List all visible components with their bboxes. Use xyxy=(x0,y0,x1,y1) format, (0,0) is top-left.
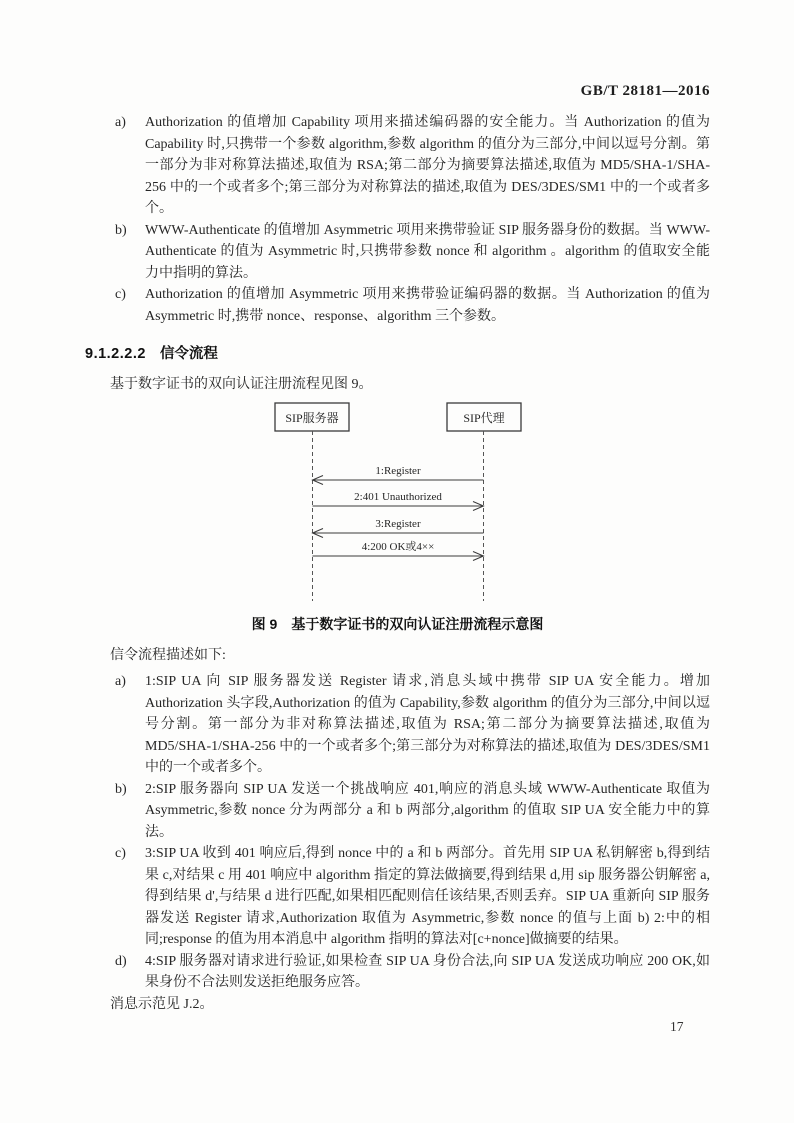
flow-description-list xyxy=(85,671,710,994)
capability-list xyxy=(85,112,710,327)
list-item-text: Authorization 的值增加 Asymmetric 项用来携带验证编码器的数据。当 Authorization 的值为 Asymmetric 时,携带 nonce、response、algorithm 三个参数。 xyxy=(145,287,710,324)
list-item-text: 4:SIP 服务器对请求进行验证,如果检查 SIP UA 身份合法,向 SIP UA 发送成功响应 200 OK,如果身份不合法则发送拒绝服务应答。 xyxy=(145,953,710,990)
list-item xyxy=(85,951,710,994)
doc-number: GB/T 28181—2016 xyxy=(580,83,710,99)
message-arrow-4 xyxy=(313,540,484,561)
intro-paragraph: 基于数字证书的双向认证注册流程见图 9。 xyxy=(110,377,373,392)
figure-caption: 图 9 基于数字证书的双向认证注册流程示意图 xyxy=(251,615,544,632)
list-item-text: WWW-Authenticate 的值增加 Asymmetric 项用来携带验证 SIP 服务器身份的数据。当 WWW-Authenticate 的值为 Asymmetric 时,只携带参数 nonce 和 algorithm 。algorithm 的值取安全能力中指明的算法。 xyxy=(145,222,710,281)
list-item-label: c) xyxy=(115,287,126,302)
section-heading xyxy=(85,342,710,363)
message-label: 2:401 Unauthorized xyxy=(354,490,442,503)
list-item xyxy=(85,284,710,327)
message-label: 4:200 OK或4×× xyxy=(361,540,435,553)
list-item-text: 2:SIP 服务器向 SIP UA 发送一个挑战响应 401,响应的消息头域 WWW-Authenticate 取值为 Asymmetric,参数 nonce 分为两部分 a 和 b 两部分,algorithm 的值取 SIP UA 安全能力中的算法。 xyxy=(145,781,710,840)
list-item-label: a) xyxy=(115,115,126,130)
page-content xyxy=(85,112,710,1020)
list-item-label: d) xyxy=(115,953,127,969)
list-item xyxy=(85,779,710,844)
list-item-label: c) xyxy=(115,846,126,861)
message-arrow-2 xyxy=(313,491,484,511)
flow-intro-paragraph: 信令流程描述如下: xyxy=(110,647,226,663)
sequence-diagram xyxy=(85,401,710,605)
message-label: 1:Register xyxy=(375,464,421,477)
message-arrow-1 xyxy=(313,465,484,485)
section-title: 信令流程 xyxy=(159,346,218,362)
page-number: 17 xyxy=(670,1019,684,1034)
list-item-label: b) xyxy=(115,222,127,238)
message-arrow-3 xyxy=(313,518,484,538)
actor-label-sip-proxy: SIP代理 xyxy=(463,410,505,425)
list-item-label: b) xyxy=(115,781,127,797)
section-number: 9.1.2.2.2 xyxy=(85,346,146,362)
message-label: 3:Register xyxy=(375,517,421,530)
list-item xyxy=(85,671,710,779)
actor-label-sip-server: SIP服务器 xyxy=(285,410,339,425)
closing-paragraph: 消息示范见 J.2。 xyxy=(110,996,214,1012)
list-item-text: 1:SIP UA 向 SIP 服务器发送 Register 请求,消息头域中携带 SIP UA 安全能力。增加 Authorization 头字段,Authorization 的值为 Capability,参数 algorithm 的值分为三部分,中间以逗号分割。第一部分为非对称算法描述,取值为 RSA;第二部分为摘要算法描述,取值为 MD5/SHA-1/SHA-256 中的一个或者多个;第三部分为对称算法的描述,取值为 DES/3DES/SM1 中的一个或者多个。 xyxy=(145,674,710,775)
list-item-label: a) xyxy=(115,674,126,689)
list-item xyxy=(85,112,710,220)
list-item xyxy=(85,843,710,951)
list-item-text: Authorization 的值增加 Capability 项用来描述编码器的安全能力。当 Authorization 的值为 Capability 时,只携带一个参数 algorithm,参数 algorithm 的值分为三部分,中间以逗号分割。第一部分为非对称算法描述,取值为 RSA;第二部分为摘要算法描述,取值为 MD5/SHA-1/SHA-256 中的一个或者多个;第三部分为对称算法的描述,取值为 DES/3DES/SM1 中的一个或者多个。 xyxy=(145,115,710,216)
list-item-text: 3:SIP UA 收到 401 响应后,得到 nonce 中的 a 和 b 两部分。首先用 SIP UA 私钥解密 b,得到结果 c,对结果 c 用 401 响应中 algorithm 指定的算法做摘要,得到结果 d,用 sip 服务器公钥解密 a,得到结果 d',与结果 d 进行匹配,如果相匹配则信任该结果,否则丢弃。SIP UA 重新向 SIP 服务器发送 Register 请求,Authorization 取值为 Asymmetric,参数 nonce 的值与上面 b) 2:中的相同;response 的值为用本消息中 algorithm 指明的算法对[c+nonce]做摘要的结果。 xyxy=(145,846,710,947)
list-item xyxy=(85,220,710,285)
